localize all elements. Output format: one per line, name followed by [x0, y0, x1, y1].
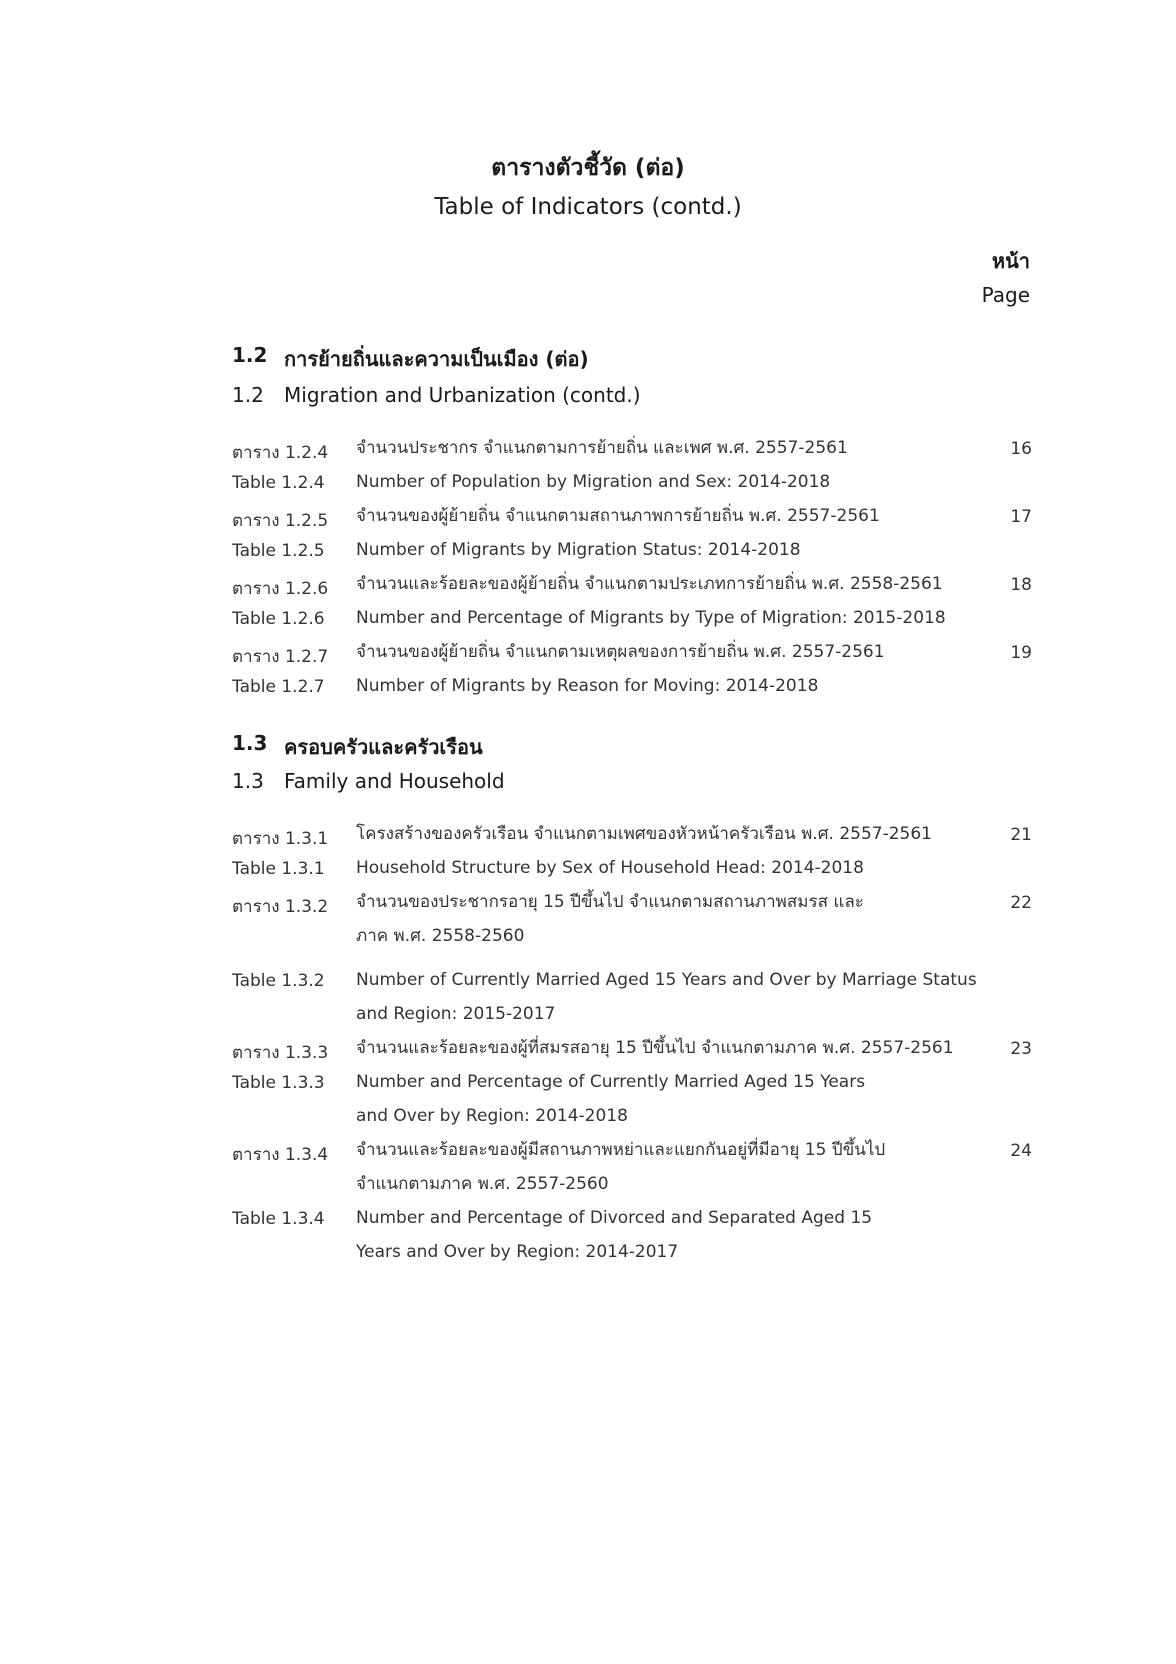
- section-title: การย้ายถิ่นและความเป็นเมือง (ต่อ): [284, 347, 589, 371]
- page-column-header-english: Page: [981, 283, 1030, 307]
- table-title: Number and Percentage of Currently Married Aged 15 Years and Over by Region: 2014-2018: [356, 1072, 866, 1126]
- table-number: ตาราง 1.3.4: [232, 1145, 329, 1165]
- table-number: ตาราง 1.3.2: [232, 897, 329, 917]
- section-title: Family and Household: [284, 769, 505, 793]
- page-number: 17: [1010, 507, 1032, 527]
- table-title: จำนวนและร้อยละของผู้ที่สมรสอายุ 15 ปีขึ้นไป จำแนกตามภาค พ.ศ. 2557-2561: [356, 1038, 954, 1058]
- table-title: จำนวนและร้อยละของผู้ย้ายถิ่น จำแนกตามประเภทการย้ายถิ่น พ.ศ. 2558-2561: [356, 574, 943, 594]
- page-number: 23: [1010, 1039, 1032, 1059]
- table-number: Table 1.3.1: [232, 859, 325, 879]
- table-title: Number and Percentage of Migrants by Type of Migration: 2015-2018: [356, 608, 946, 628]
- table-title: โครงสร้างของครัวเรือน จำแนกตามเพศของหัวหน้าครัวเรือน พ.ศ. 2557-2561: [356, 824, 932, 844]
- table-number: ตาราง 1.2.6: [232, 579, 329, 599]
- page-number: 16: [1010, 439, 1032, 459]
- page-number: 24: [1010, 1141, 1032, 1161]
- page-title-thai: ตารางตัวชี้วัด (ต่อ): [491, 155, 685, 181]
- page-number: 21: [1010, 825, 1032, 845]
- table-number: Table 1.2.6: [232, 609, 325, 629]
- page-number: 18: [1010, 575, 1032, 595]
- section-number: 1.3: [232, 731, 268, 755]
- table-number: ตาราง 1.2.7: [232, 647, 329, 667]
- table-number: Table 1.2.5: [232, 541, 325, 561]
- table-number: Table 1.3.4: [232, 1209, 325, 1229]
- table-number: Table 1.2.4: [232, 473, 325, 493]
- table-title: Household Structure by Sex of Household Head: 2014-2018: [356, 858, 864, 878]
- table-number: ตาราง 1.3.1: [232, 829, 329, 849]
- table-number: ตาราง 1.2.5: [232, 511, 329, 531]
- table-number: ตาราง 1.2.4: [232, 443, 329, 463]
- section-number: 1.2: [232, 343, 268, 367]
- table-title: Number of Migrants by Migration Status: 2014-2018: [356, 540, 801, 560]
- table-title: Number of Population by Migration and Sex: 2014-2018: [356, 472, 831, 492]
- table-title: จำนวนของประชากรอายุ 15 ปีขึ้นไป จำแนกตามสถานภาพสมรส และภาค พ.ศ. 2558-2560: [356, 892, 864, 946]
- section-number: 1.3: [232, 769, 264, 793]
- table-title: จำนวนของผู้ย้ายถิ่น จำแนกตามเหตุผลของการย้ายถิ่น พ.ศ. 2557-2561: [356, 642, 885, 662]
- table-title: จำนวนของผู้ย้ายถิ่น จำแนกตามสถานภาพการย้ายถิ่น พ.ศ. 2557-2561: [356, 506, 880, 526]
- table-title: Number of Currently Married Aged 15 Years and Over by Marriage Status and Region: 2015-2017: [356, 970, 977, 1024]
- table-number: Table 1.3.3: [232, 1073, 325, 1093]
- section-number: 1.2: [232, 383, 264, 407]
- table-title: จำนวนประชากร จำแนกตามการย้ายถิ่น และเพศ พ.ศ. 2557-2561: [356, 438, 848, 458]
- page-title-english: Table of Indicators (contd.): [434, 194, 742, 220]
- table-title: จำนวนและร้อยละของผู้มีสถานภาพหย่าและแยกกันอยู่ที่มีอายุ 15 ปีขึ้นไป จำแนกตามภาค พ.ศ. 2557-2560: [356, 1140, 886, 1194]
- section-title: Migration and Urbanization (contd.): [284, 383, 641, 407]
- table-title: Number of Migrants by Reason for Moving: 2014-2018: [356, 676, 819, 696]
- page-column-header-thai: หน้า: [991, 249, 1030, 273]
- page-number: 19: [1010, 643, 1032, 663]
- table-number: ตาราง 1.3.3: [232, 1043, 329, 1063]
- table-number: Table 1.2.7: [232, 677, 325, 697]
- table-title: Number and Percentage of Divorced and Separated Aged 15 Years and Over by Region: 2014-2017: [356, 1208, 873, 1262]
- section-title: ครอบครัวและครัวเรือน: [284, 735, 483, 759]
- page-number: 22: [1010, 893, 1032, 913]
- table-number: Table 1.3.2: [232, 971, 325, 991]
